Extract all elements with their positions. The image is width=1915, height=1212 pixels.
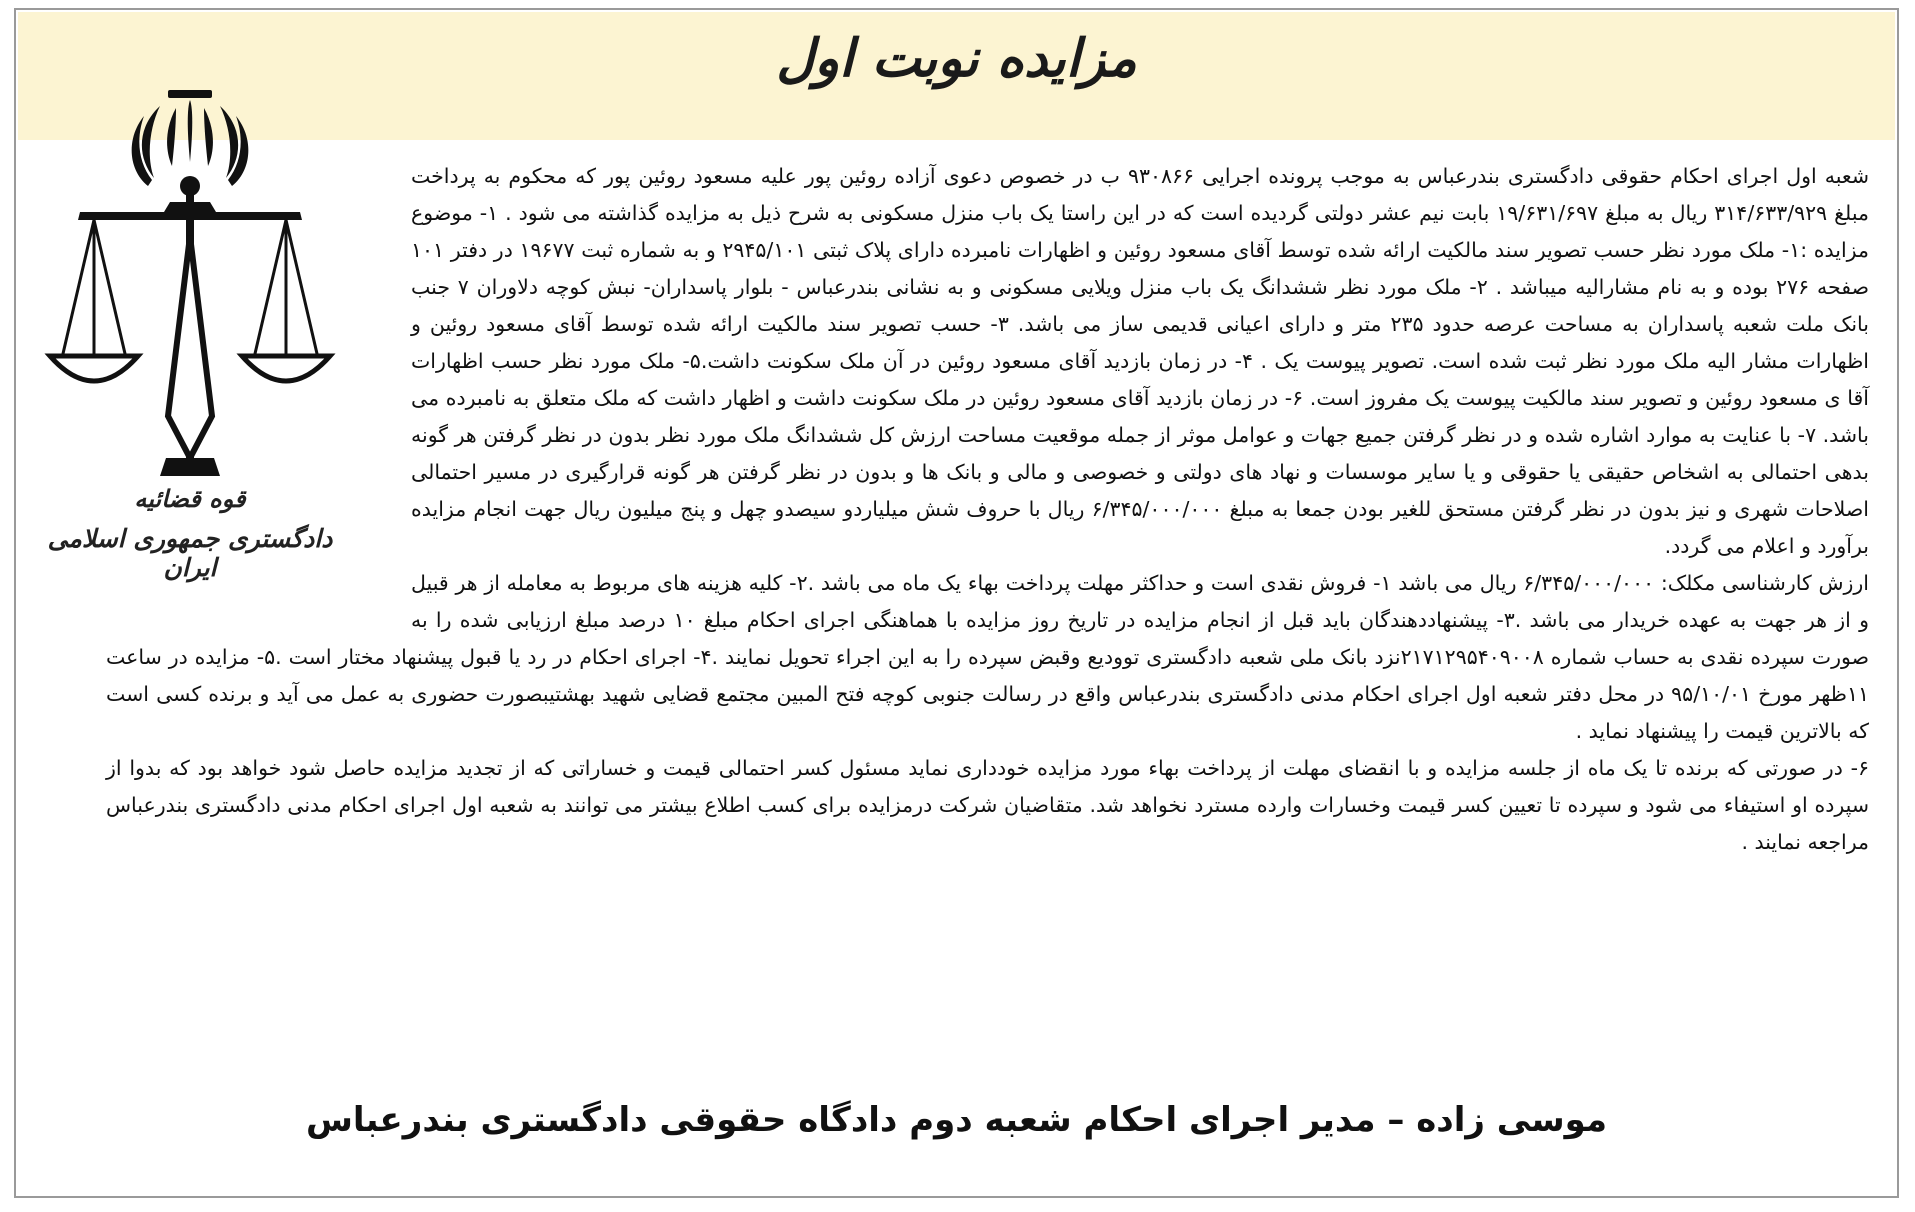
notice-body — [106, 158, 1869, 861]
emblem-spacer — [106, 158, 411, 618]
paragraph-subject: شعبه اول اجرای احکام حقوقی دادگستری بندرعباس به موجب پرونده اجرایی ۹۳۰۸۶۶ ب در خصوص دعوی آزاده روئین پور علیه مسعود روئین پور که محکوم به پرداخت مبلغ ۳۱۴/۶۳۳/۹۲۹ ریال به مبلغ ۱۹/۶۳۱/۶۹۷ بابت نیم عشر دولتی گردیده است که در این راستا یک باب منزل مسکونی به شرح ذیل به مزایده گذاشته می شود . ۱- موضوع مزایده :۱- ملک مورد نظر حسب تصویر سند مالکیت ارائه شده توسط آقای مسعود روئین و اظهارات نامبرده دارای پلاک ثبتی ۲۹۴۵/۱۰۱ و به شماره ثبت ۱۹۶۷۷ در دفتر ۱۰۱ صفحه ۲۷۶ بوده و به نام مشارالیه میباشد . ۲- ملک مورد نظر ششدانگ یک باب منزل ویلایی مسکونی و به نشانی بندرعباس - بلوار پاسداران- نبش کوچه دلاوران ۷ جنب بانک ملت شعبه پاسداران به مساحت عرصه حدود ۲۳۵ متر و دارای اعیانی قدیمی ساز می باشد. ۳- حسب تصویر سند مالکیت ارائه شده توسط آقای مسعود روئین و اظهارات مشار الیه ملک مورد نظر ثبت شده است. تصویر پیوست یک . ۴- در زمان بازدید آقای مسعود روئین در آن ملک سکونت داشت.۵- ملک مورد نظر حسب اظهارات آقا ی مسعود روئین و تصویر سند مالکیت پیوست یک مفروز است. ۶- در زمان بازدید آقای مسعود روئین در ملک سکونت داشت و اظهار داشت که ملک متعلق به نامبرده می باشد. ۷- با عنایت به موارد اشاره شده و در نظر گرفتن جمیع جهات و عوامل موثر از جمله موقعیت مساحت ارزش کل ششدانگ ملک مورد نظر بدون در نظر گرفتن هر گونه بدهی احتمالی به اشخاص حقیقی یا حقوقی و یا سایر موسسات و نهاد های دولتی و خصوصی و مالی و بانک ها و بدون در نظر گرفتن هر گونه قرارگیری در مسیر احتمالی اصلاحات شهری و نیز بدون در نظر گرفتن مستحق للغیر بودن جمعا به مبلغ ۶/۳۴۵/۰۰۰/۰۰۰ ریال با حروف شش میلیاردو سیصدو چهل و پنج میلیون ریال جهت انجام مزایده برآورد و اعلام می گردد. — [411, 164, 1870, 558]
notice-signature: موسی زاده – مدیر اجرای احکام شعبه دوم دادگاه حقوقی دادگستری بندرعباس — [306, 1100, 1607, 1140]
emblem-caption-judiciary: قوه قضائیه — [134, 484, 246, 513]
notice-title: مزایده نوبت اول — [776, 28, 1137, 89]
emblem-caption-justice-department: دادگستری جمهوری اسلامی ایران — [47, 524, 333, 582]
notice-frame — [14, 8, 1899, 1198]
paragraph-conditions: ارزش کارشناسی مکلک: ۶/۳۴۵/۰۰۰/۰۰۰ ریال می باشد ۱- فروش نقدی است و حداکثر مهلت پرداخت بهاء یک ماه می باشد .۲- کلیه هزینه های مربوط به معامله از هر قبیل و از هر جهت به عهده خریدار می باشد .۳- پیشنهاددهندگان باید قبل از انجام مزایده در تاریخ روز مزایده با هماهنگی اجرای احکام مبلغ ۱۰ درصد مبلغ ارزیابی شده را به صورت سپرده نقدی به حساب شماره ۲۱۷۱۲۹۵۴۰۹۰۰۸نزد بانک ملی شعبه دادگستری توودیع وقبض سپرده را به این اجراء تحویل نمایند .۴- اجرای احکام در رد یا قبول پیشنهاد مختار است .۵- مزایده در ساعت ۱۱ظهر مورخ ۹۵/۱۰/۰۱ در محل دفتر شعبه اول اجرای احکام مدنی دادگستری بندرعباس واقع در رسالت جنوبی کوچه فتح المبین مجتمع قضایی شهید بهشتیبصورت حضوری به عمل می آید و برنده کسی است که بالاترین قیمت را پیشنهاد نماید . — [106, 571, 1870, 743]
paragraph-penalty: ۶- در صورتی که برنده تا یک ماه از جلسه مزایده و با انقضای مهلت از پرداخت بهاء مورد مزایده خودداری نماید مسئول کسر احتمالی قیمت و خساراتی که از تجدید مزایده حاصل شود خواهد بود که بدوا از سپرده او استیفاء می شود و سپرده تا تعیین کسر قیمت وخسارات وارده مسترد نخواهد شد. متقاضیان شرکت درمزایده برای کسب اطلاع بیشتر می توانند به شعبه اول اجرای احکام مدنی دادگستری بندرعباس مراجعه نمایند . — [106, 756, 1869, 854]
